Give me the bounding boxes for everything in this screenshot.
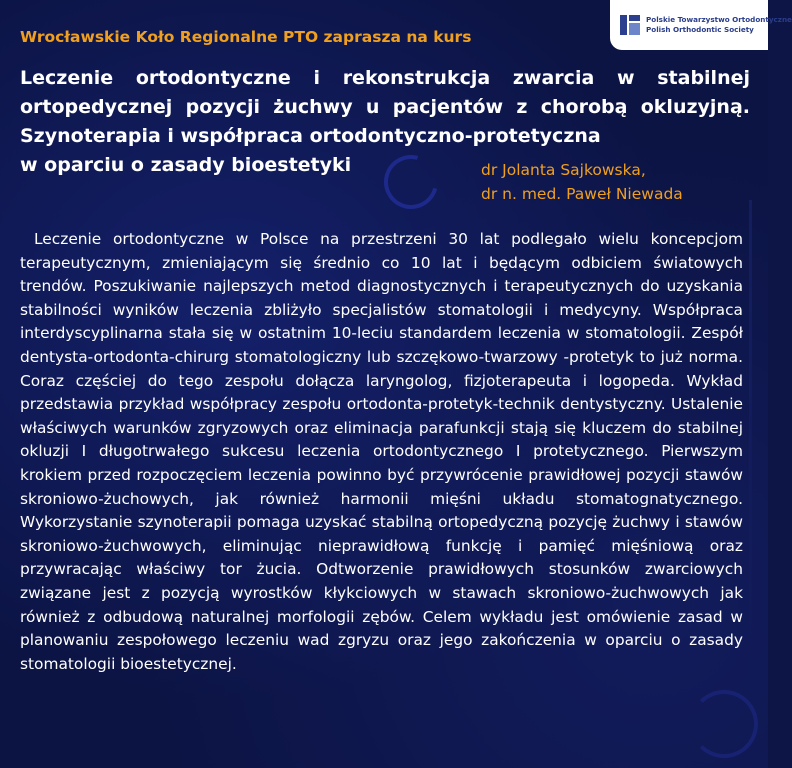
title-line-2: ortopedycznej pozycji żuchwy u pacjentów z chorobą okluzyjną. [20, 96, 750, 118]
logo-line-1: Polskie Towarzystwo Ortodontyczne [646, 15, 792, 24]
title-line-4: w oparciu o zasady bioestetyki [20, 154, 352, 176]
title-line-1: Leczenie ortodontyczne i rekonstrukcja zwarcia w stabilnej [20, 67, 750, 89]
decorative-line [749, 200, 752, 680]
invite-heading: Wrocławskie Koło Regionalne PTO zaprasza na kurs [20, 28, 472, 46]
logo-line-2: Polish Orthodontic Society [646, 25, 754, 34]
pto-logo-icon [620, 15, 640, 35]
course-description: Leczenie ortodontyczne w Polsce na przestrzeni 30 lat podlegało wielu koncepcjom terapeutycznym, zmieniającym się średnio co 10 lat i będącym odbiciem światowych trendów. Poszukiwanie najlepszych metod diagnostycznych i terapeutycznych do uzyskania stabilności wyników leczenia zbliżyło specjalistów stomatologii i medycyny. Współpraca interdyscyplinarna stała się w ostatnim 10-leciu standardem leczenia w stomatologii. Zespół dentysta-ortodonta-chirurg stomatologiczny lub szczękowo-twarzowy -protetyk to już norma. Coraz częściej do tego zespołu dołącza laryngolog, fizjoterapeuta i logopeda. Wykład przedstawia przykład współpracy zespołu ortodonta-protetyk-technik dentystyczny. Ustalenie właściwych warunków zgryzowych oraz eliminacja parafunkcji stają się kluczem do stabilnej okluzji I długotrwałego sukcesu leczenia ortodontycznego I protetycznego. Pierwszym krokiem przed rozpoczęciem leczenia powinno być przywrócenie prawidłowej pozycji stawów skroniowo-żuchowych, jak również harmonii mięśni układu stomatognatycznego. Wykorzystanie szynoterapii pomaga uzyskać stabilną ortopedyczną pozycję żuchwy i stawów skroniowo-żuchwowych, eliminując nieprawidłową funkcję i pamięć mięśniową oraz przywracając właściwy tor żucia. Odtworzenie prawidłowych stosunków zwarciowych związane jest z pozycją wyrostków kłykciowych w stawach skroniowo-żuchwowych jak również z odbudową naturalnej morfologii zębów. Celem wykładu jest omówienie zasad w planowaniu zespołowego leczeniu wad zgryzu oraz jego zakończenia w oparciu o zasady stomatologii bioestetycznej. [20, 230, 743, 673]
author-2: dr n. med. Paweł Niewada [481, 185, 683, 203]
author-1: dr Jolanta Sajkowska, [481, 161, 646, 179]
decorative-ring-bottom [690, 690, 758, 758]
pto-logo [610, 0, 792, 50]
title-line-3: Szynoterapia i współpraca ortodontyczno-protetyczna [20, 125, 601, 147]
logo-text [646, 15, 792, 35]
authors [481, 158, 683, 206]
